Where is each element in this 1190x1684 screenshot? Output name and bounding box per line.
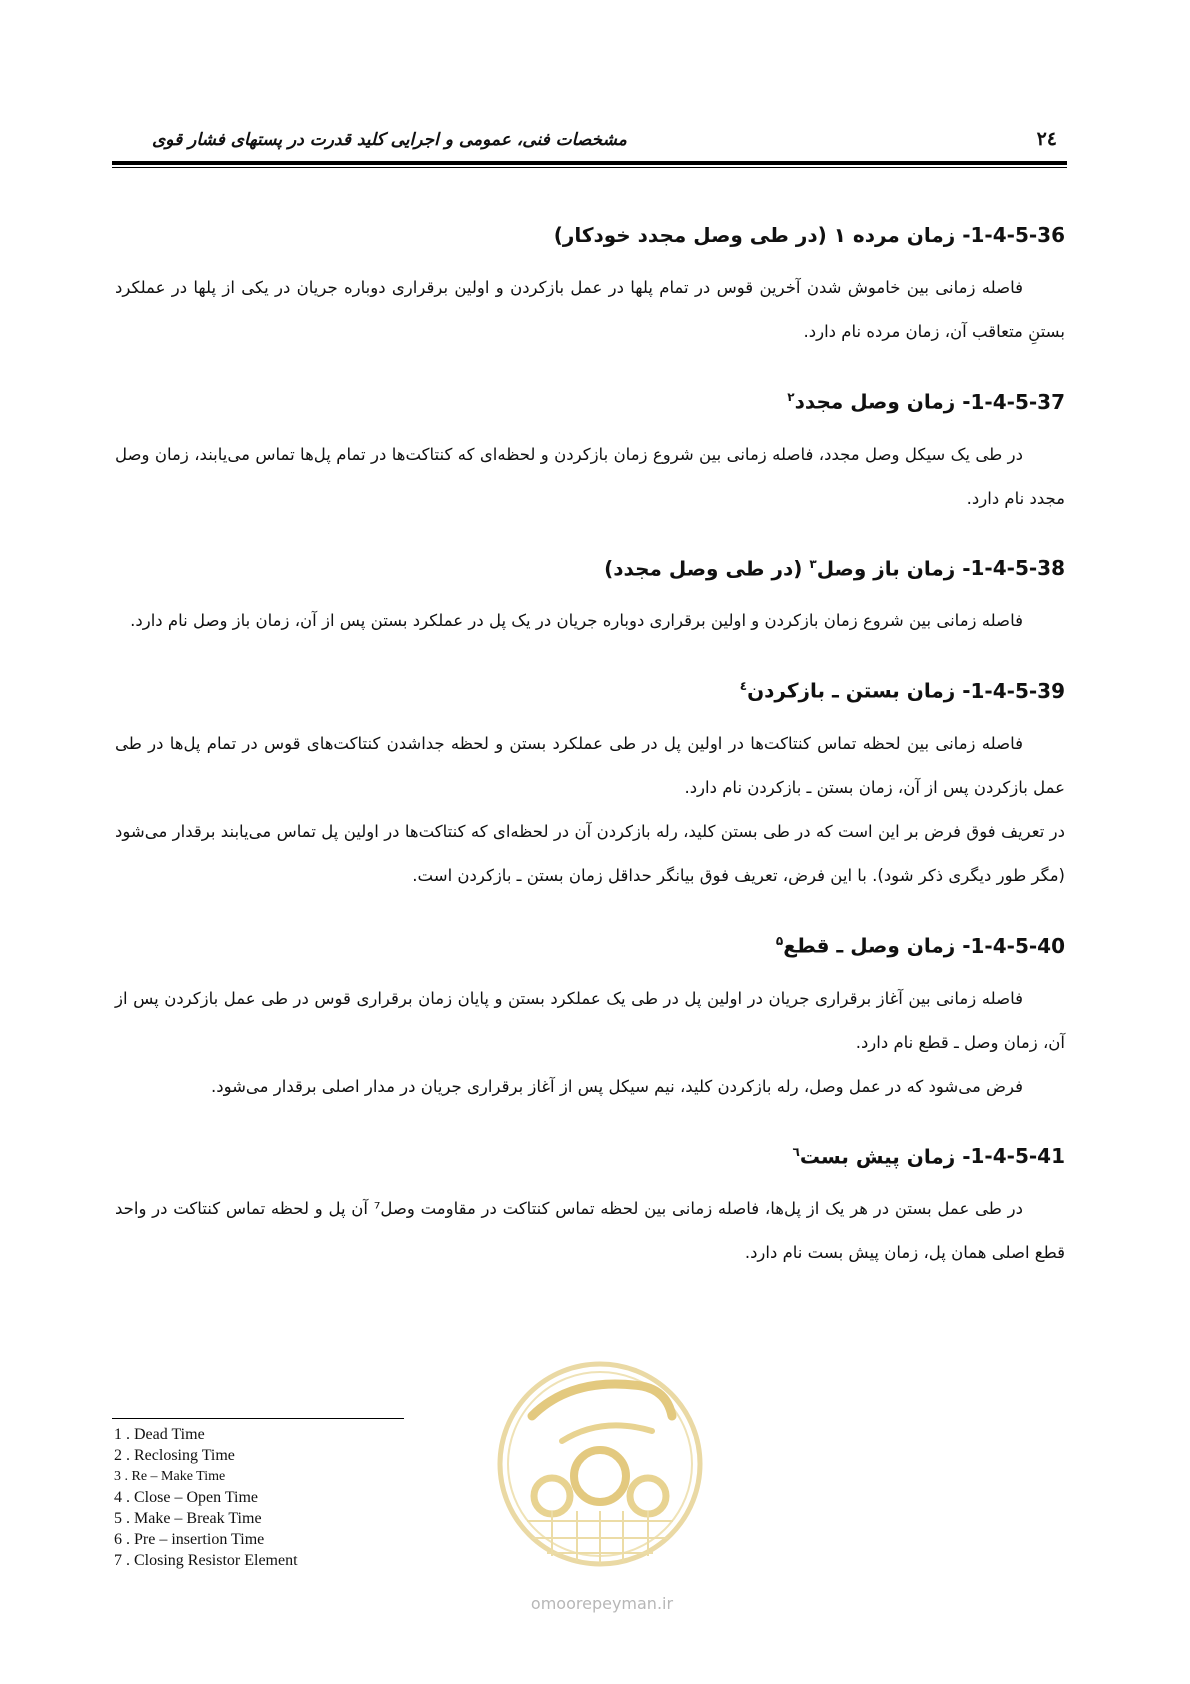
section-title: زمان وصل ـ قطع xyxy=(783,933,956,958)
header-title: مشخصات فنی، عمومی و اجرایی کلید قدرت در پستهای فشار قوی xyxy=(152,130,627,150)
section-heading: 1-4-5-41- زمان پیش بست$^٦$ xyxy=(115,1135,1065,1174)
section-title: زمان بستن ـ بازکردن xyxy=(747,678,956,703)
section-title: زمان باز وصل xyxy=(816,556,956,581)
main-content xyxy=(115,218,1065,1301)
footnote-ref: ۲ xyxy=(787,390,795,404)
section-number: 1-4-5-39 xyxy=(970,678,1065,703)
footnote: 2 . Reclosing Time xyxy=(114,1447,235,1464)
footnotes xyxy=(114,1424,514,1571)
watermark-logo-icon xyxy=(492,1346,708,1586)
footnote: 5 . Make – Break Time xyxy=(114,1510,262,1527)
paragraph: در طی عمل بستن در هر یک از پل‌ها، فاصله زمانی بین لحظه تماس کنتاکت در مقاومت وصل⁷ آن پل و لحظه تماس کنتاکت در واحد قطع اصلی همان پل، زمان پیش بست نام دارد. xyxy=(115,1199,1065,1263)
footnote: 4 . Close – Open Time xyxy=(114,1489,259,1506)
paragraph: فاصله زمانی بین لحظه تماس کنتاکت‌ها در اولین پل در طی عملکرد بستن و لحظه جداشدن کنتاکت‌های قوس در تمام پل‌ها در طی عمل بازکردن پس از آن، زمان بستن ـ بازکردن نام دارد. xyxy=(115,733,1065,797)
page-header xyxy=(112,128,1067,154)
footnotes-rule xyxy=(112,1418,404,1419)
section-37 xyxy=(115,380,1065,521)
section-heading: 1-4-5-40- زمان وصل ـ قطع$^۵$ xyxy=(115,924,1065,963)
paragraph: فرض می‌شود که در عمل وصل، رله بازکردن کلید، نیم سیکل پس از آغاز برقراری جریان در مدار اصلی برقدار می‌شود. xyxy=(210,1076,1023,1096)
header-rule-thick xyxy=(112,161,1067,165)
paragraph: در تعریف فوق فرض بر این است که در طی بستن کلید، رله بازکردن آن در لحظه‌ای که کنتاکت‌ها در اولین پل تماس می‌یابند برقدار می‌شود (مگر طور دیگری ذکر شود). با این فرض، تعریف فوق بیانگر حداقل زمان بستن ـ بازکردن است. xyxy=(115,821,1065,885)
section-number: 1-4-5-37 xyxy=(970,389,1065,414)
page-number: ۲٤ xyxy=(1036,128,1057,150)
section-number: 1-4-5-40 xyxy=(970,933,1065,958)
footnote-ref: ۳ xyxy=(809,556,817,571)
header-rule-thin xyxy=(112,167,1067,168)
section-39 xyxy=(115,669,1065,898)
section-title: زمان وصل مجدد xyxy=(794,389,956,414)
section-number: 1-4-5-38 xyxy=(970,556,1065,581)
section-heading: 1-4-5-36- زمان مرده ۱ (در طی وصل مجدد خودکار) xyxy=(115,218,1065,252)
section-number: 1-4-5-36 xyxy=(970,223,1065,247)
paragraph: فاصله زمانی بین آغاز برقراری جریان در اولین پل در طی یک عملکرد بستن و پایان زمان برقراری قوس در طی عمل بازکردن پس از آن، زمان وصل ـ قطع نام دارد. xyxy=(115,988,1065,1052)
section-heading: 1-4-5-38- زمان باز وصل$^۳$ (در طی وصل مجدد) xyxy=(115,547,1065,586)
footnote-ref: ٦ xyxy=(792,1144,800,1159)
section-40 xyxy=(115,924,1065,1109)
section-41 xyxy=(115,1135,1065,1276)
section-heading: 1-4-5-39- زمان بستن ـ بازکردن$^٤$ xyxy=(115,669,1065,708)
footnote: 3 . Re – Make Time xyxy=(114,1469,226,1484)
footnote: 1 . Dead Time xyxy=(114,1426,205,1443)
section-36 xyxy=(115,218,1065,354)
paragraph: فاصله زمانی بین شروع زمان بازکردن و اولین برقراری دوباره جریان در یک پل در عملکرد بستن پس از آن، زمان باز وصل نام دارد. xyxy=(130,611,1023,631)
section-title: زمان مرده ۱ (در طی وصل مجدد خودکار) xyxy=(553,223,956,247)
footnote: 6 . Pre – insertion Time xyxy=(114,1531,265,1548)
footnote-ref: ۵ xyxy=(775,933,784,948)
section-title: زمان پیش بست xyxy=(799,1144,956,1169)
section-title-suffix: (در طی وصل مجدد) xyxy=(604,556,803,581)
section-heading: 1-4-5-37- زمان وصل مجدد$^۲$ xyxy=(115,380,1065,419)
paragraph: در طی یک سیکل وصل مجدد، فاصله زمانی بین شروع زمان بازکردن و لحظه‌ای که کنتاکت‌ها در تمام پل‌ها تماس می‌یابند، زمان وصل مجدد نام دارد. xyxy=(115,444,1065,508)
section-38 xyxy=(115,547,1065,644)
watermark-url: omoorepeyman.ir xyxy=(530,1594,674,1613)
footnote-ref: ٤ xyxy=(739,679,748,694)
section-number: 1-4-5-41 xyxy=(970,1144,1065,1169)
footnote: 7 . Closing Resistor Element xyxy=(114,1552,298,1569)
paragraph: فاصله زمانی بین خاموش شدن آخرین قوس در تمام پلها در عمل بازکردن و اولین برقراری دوباره جریان در یکی از پلها در عملکرد بستنِ متعاقب آن، زمان مرده نام دارد. xyxy=(115,278,1065,341)
